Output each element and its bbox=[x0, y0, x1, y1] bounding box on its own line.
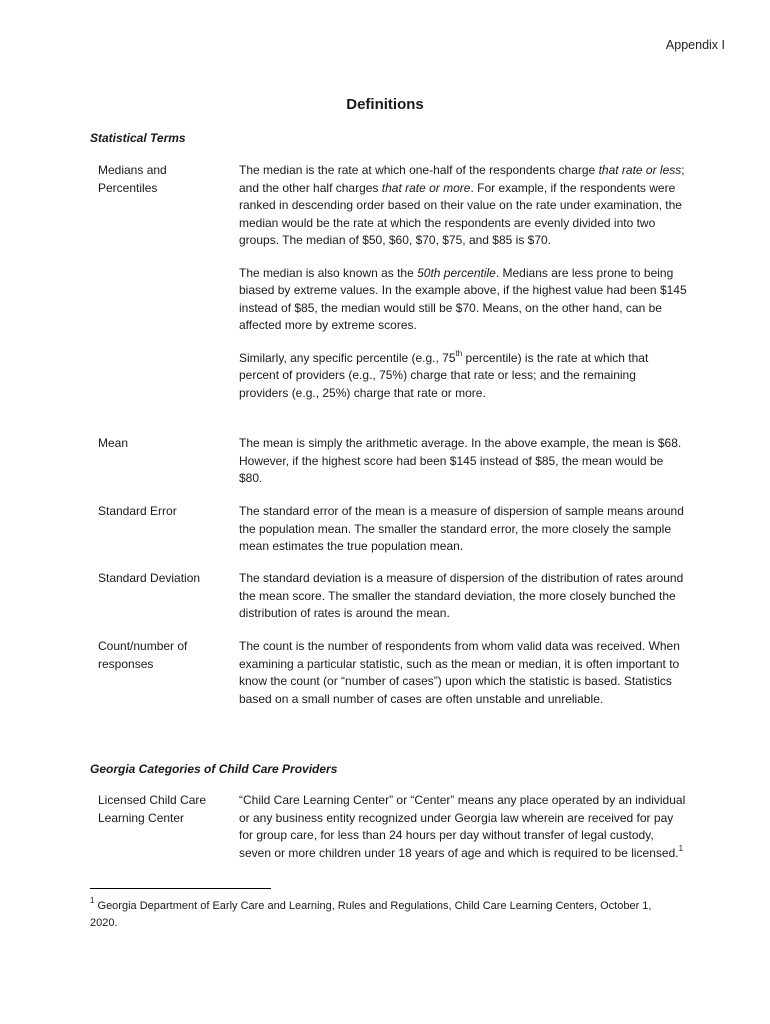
definition-text: The mean is simply the arithmetic average. In the above example, the mean is $68. However, if the highest score had been $145 instead of $85, the mean would be $80. bbox=[239, 436, 682, 485]
term-label: Standard Deviation bbox=[98, 571, 201, 585]
definition-text: The standard deviation is a measure of dispersion of the distribution of rates around the mean score. The smaller the standard deviation, the more closely bunched the distribution of rates is around the mean. bbox=[239, 571, 684, 620]
emphasis-text: that rate or less bbox=[598, 163, 682, 177]
term-label bbox=[98, 162, 228, 197]
term-label bbox=[98, 638, 228, 673]
text-run: “Child Care Learning Center” or “Center” means any place operated by an individual or any business entity recognized under Georgia law wherein are received for pay for group care, for less than 24 hours per day without transfer of legal custody, seven or more children under 18 years of age and which is required to be licensed. bbox=[239, 793, 686, 860]
footnote bbox=[90, 898, 670, 932]
footnote-divider bbox=[90, 888, 271, 889]
definition-text: The count is the number of respondents from whom valid data was received. When examining a particular statistic, such as the mean or median, it is often important to know the count (or “number of cases”) upon which the statistic is based. Statistics based on a small number of cases are often unstable and unreliable. bbox=[239, 639, 680, 706]
section-heading-statistical-terms: Statistical Terms bbox=[90, 131, 186, 145]
text-run: The median is also known as the bbox=[239, 265, 418, 280]
footnote-number: 1 bbox=[90, 896, 95, 906]
term-label: Mean bbox=[98, 436, 129, 450]
term-line: Medians and bbox=[98, 163, 167, 177]
term-label: Standard Error bbox=[98, 504, 177, 518]
emphasis-text: 50th percentile bbox=[417, 265, 496, 280]
term-line: Count/number of bbox=[98, 639, 188, 653]
text-run: Similarly, any specific percentile (e.g., 75 bbox=[239, 350, 456, 365]
superscript: th bbox=[455, 348, 463, 358]
paragraph bbox=[239, 265, 687, 335]
paragraph bbox=[239, 162, 687, 250]
term-line: Learning Center bbox=[98, 810, 185, 825]
footnote-text: Georgia Department of Early Care and Learning, Rules and Regulations, Child Care Learning Centers, October 1, 2020. bbox=[90, 900, 652, 929]
definition-text: The standard error of the mean is a measure of dispersion of sample means around the population mean. The smaller the standard error, the more closely the sample mean estimates the true population mean. bbox=[239, 504, 684, 553]
text-run: ; and the other half charges bbox=[239, 163, 685, 195]
footnote-reference: 1 bbox=[678, 843, 684, 853]
appendix-label: Appendix I bbox=[665, 38, 725, 52]
text-run: percentile) is the rate at which that percent of providers (e.g., 75%) charge that rate or less; and the remaining providers (e.g., 25%) charge that rate or more. bbox=[239, 350, 649, 400]
emphasis-text: that rate or more bbox=[381, 180, 471, 195]
definition-text bbox=[239, 162, 687, 402]
paragraph bbox=[239, 350, 687, 403]
definition-text bbox=[239, 792, 687, 862]
term-line: responses bbox=[98, 656, 154, 671]
term-line: Percentiles bbox=[98, 180, 158, 195]
term-label bbox=[98, 792, 228, 827]
term-line: Licensed Child Care bbox=[98, 793, 207, 807]
text-run: The median is the rate at which one-half of the respondents charge bbox=[239, 163, 599, 177]
page-title: Definitions bbox=[346, 96, 424, 113]
text-run: . For example, if the respondents were ranked in descending order based on their value on the rate under examination, the median would be the rate at which the respondents are evenly divided into two groups. The median of $50, $60, $70, $75, and $85 is $70. bbox=[239, 180, 682, 247]
section-heading-georgia-categories: Georgia Categories of Child Care Providers bbox=[90, 762, 338, 776]
text-run: . Medians are less prone to being biased by extreme values. In the example above, if the highest value had been $145 instead of $85, the median would still be $70. Means, on the other hand, can be affected more by extreme scores. bbox=[239, 265, 687, 332]
